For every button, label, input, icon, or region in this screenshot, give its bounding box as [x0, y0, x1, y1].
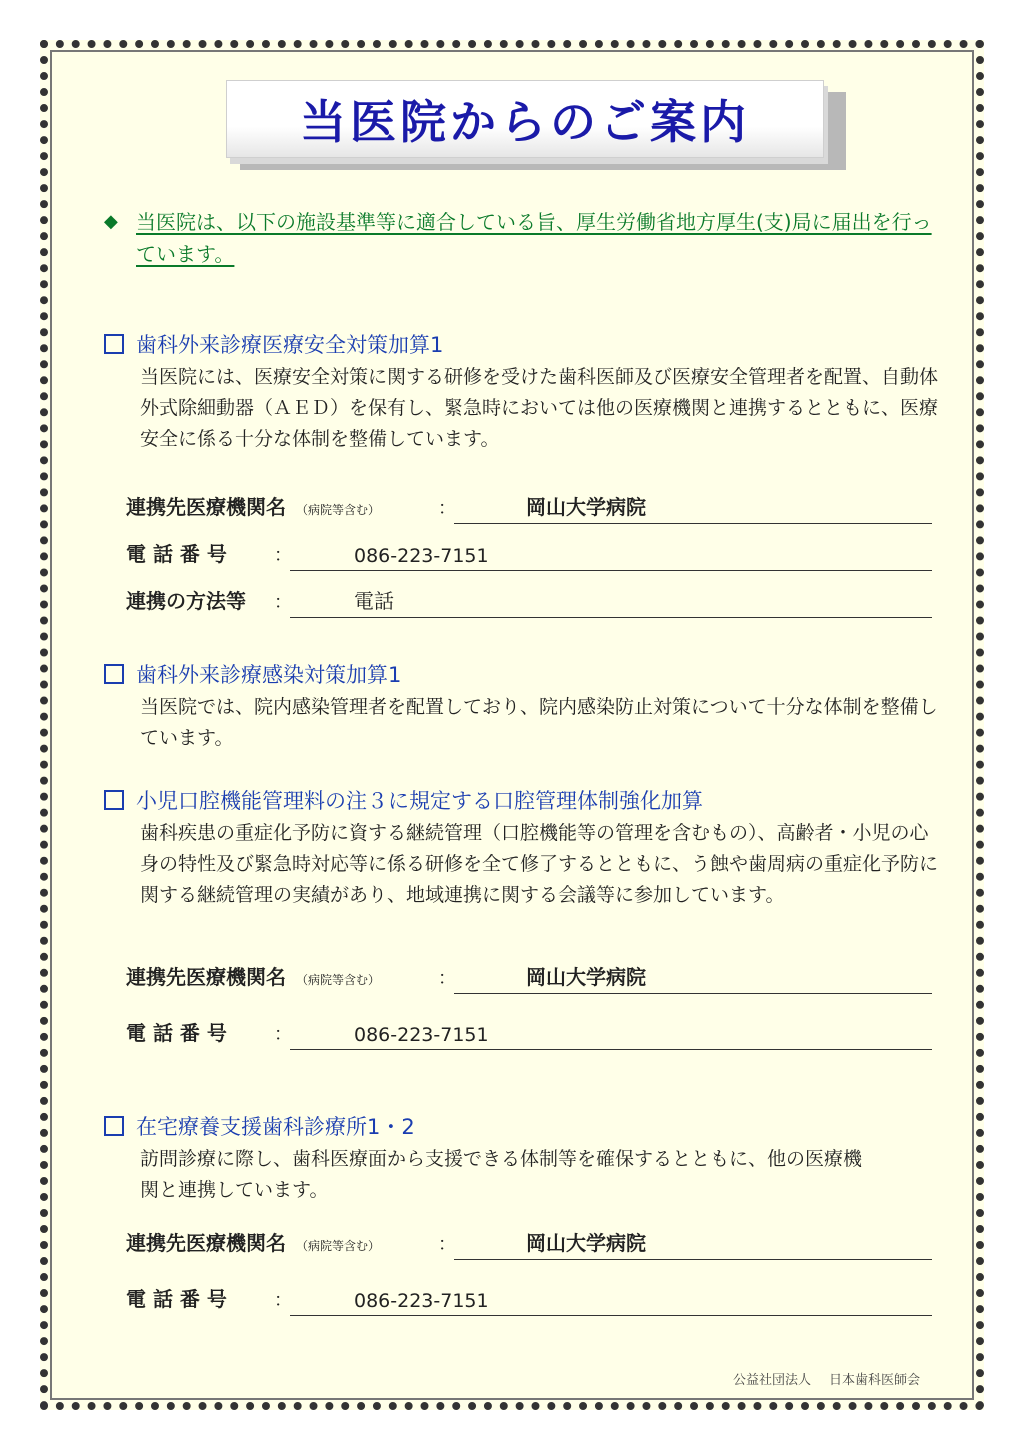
field-partner-institution — [126, 492, 932, 524]
field-partner-institution — [126, 1228, 932, 1260]
colon: ： — [274, 545, 292, 566]
field-phone — [126, 1018, 932, 1050]
section-safety — [104, 330, 944, 455]
field-value: 086-223-7151 — [354, 545, 489, 567]
field-label: 連携先医療機関名 （病院等含む） — [126, 965, 381, 989]
footer-organization — [733, 1369, 920, 1388]
field-label: 電 話 番 号 — [126, 1287, 227, 1311]
section-body: 当医院では、院内感染管理者を配置しており、院内感染防止対策について十分な体制を整備しています。 — [140, 696, 938, 749]
field-contact-method — [126, 586, 932, 618]
diamond-bullet-icon: ◆ — [104, 211, 118, 232]
colon: ： — [274, 592, 292, 613]
field-value: 086-223-7151 — [354, 1024, 489, 1046]
section-body: 訪問診療に際し、歯科医療面から支援できる体制等を確保するとともに、他の医療機関と連携しています。 — [140, 1148, 863, 1201]
intro-text: 当医院は、以下の施設基準等に適合している旨、厚生労働省地方厚生(支)局に届出を行っています。 — [136, 210, 932, 266]
field-phone — [126, 539, 932, 571]
section-title: 歯科外来診療感染対策加算1 — [104, 660, 944, 690]
section-home-care — [104, 1112, 944, 1206]
title-banner — [226, 80, 846, 170]
checkbox-icon — [104, 1116, 124, 1136]
section-pediatric — [104, 786, 944, 911]
field-partner-institution — [126, 962, 932, 994]
page-title: 当医院からのご案内 — [300, 95, 750, 149]
section-title: 歯科外来診療医療安全対策加算1 — [104, 330, 944, 360]
colon: ： — [274, 1290, 292, 1311]
intro-notice — [104, 206, 944, 270]
field-label: 電 話 番 号 — [126, 1021, 227, 1045]
title-box — [226, 80, 824, 158]
field-value: 岡山大学病院 — [526, 1231, 646, 1255]
section-title: 在宅療養支援歯科診療所1・2 — [104, 1112, 944, 1142]
field-value: 086-223-7151 — [354, 1290, 489, 1312]
section-body: 当医院には、医療安全対策に関する研修を受けた歯科医師及び医療安全管理者を配置、自動体外式除細動器（ＡＥＤ）を保有し、緊急時においては他の医療機関と連携するとともに、医療安全に係る十分な体制を整備しています。 — [140, 366, 939, 450]
org-name: 日本歯科医師会 — [828, 1373, 920, 1388]
field-label: 連携の方法等 — [126, 589, 246, 613]
field-value: 岡山大学病院 — [526, 965, 646, 989]
checkbox-icon — [104, 334, 124, 354]
section-infection — [104, 660, 944, 754]
colon: ： — [274, 1024, 292, 1045]
field-label: 連携先医療機関名 （病院等含む） — [126, 495, 381, 519]
notice-page — [40, 40, 984, 1410]
org-type: 公益社団法人 — [732, 1373, 811, 1388]
field-phone — [126, 1284, 932, 1316]
field-value: 電話 — [354, 589, 394, 613]
colon: ： — [438, 498, 456, 519]
colon: ： — [438, 1234, 456, 1255]
colon: ： — [438, 968, 456, 989]
checkbox-icon — [104, 790, 124, 810]
checkbox-icon — [104, 664, 124, 684]
field-label: 電 話 番 号 — [126, 542, 227, 566]
section-title: 小児口腔機能管理料の注３に規定する口腔管理体制強化加算 — [104, 786, 944, 816]
field-label: 連携先医療機関名 （病院等含む） — [126, 1231, 381, 1255]
field-value: 岡山大学病院 — [526, 495, 646, 519]
section-body: 歯科疾患の重症化予防に資する継続管理（口腔機能等の管理を含むもの）、高齢者・小児の心身の特性及び緊急時対応等に係る研修を全て修了するとともに、う蝕や歯周病の重症化予防に関する継続管理の実績があり、地域連携に関する会議等に参加しています。 — [140, 822, 939, 906]
